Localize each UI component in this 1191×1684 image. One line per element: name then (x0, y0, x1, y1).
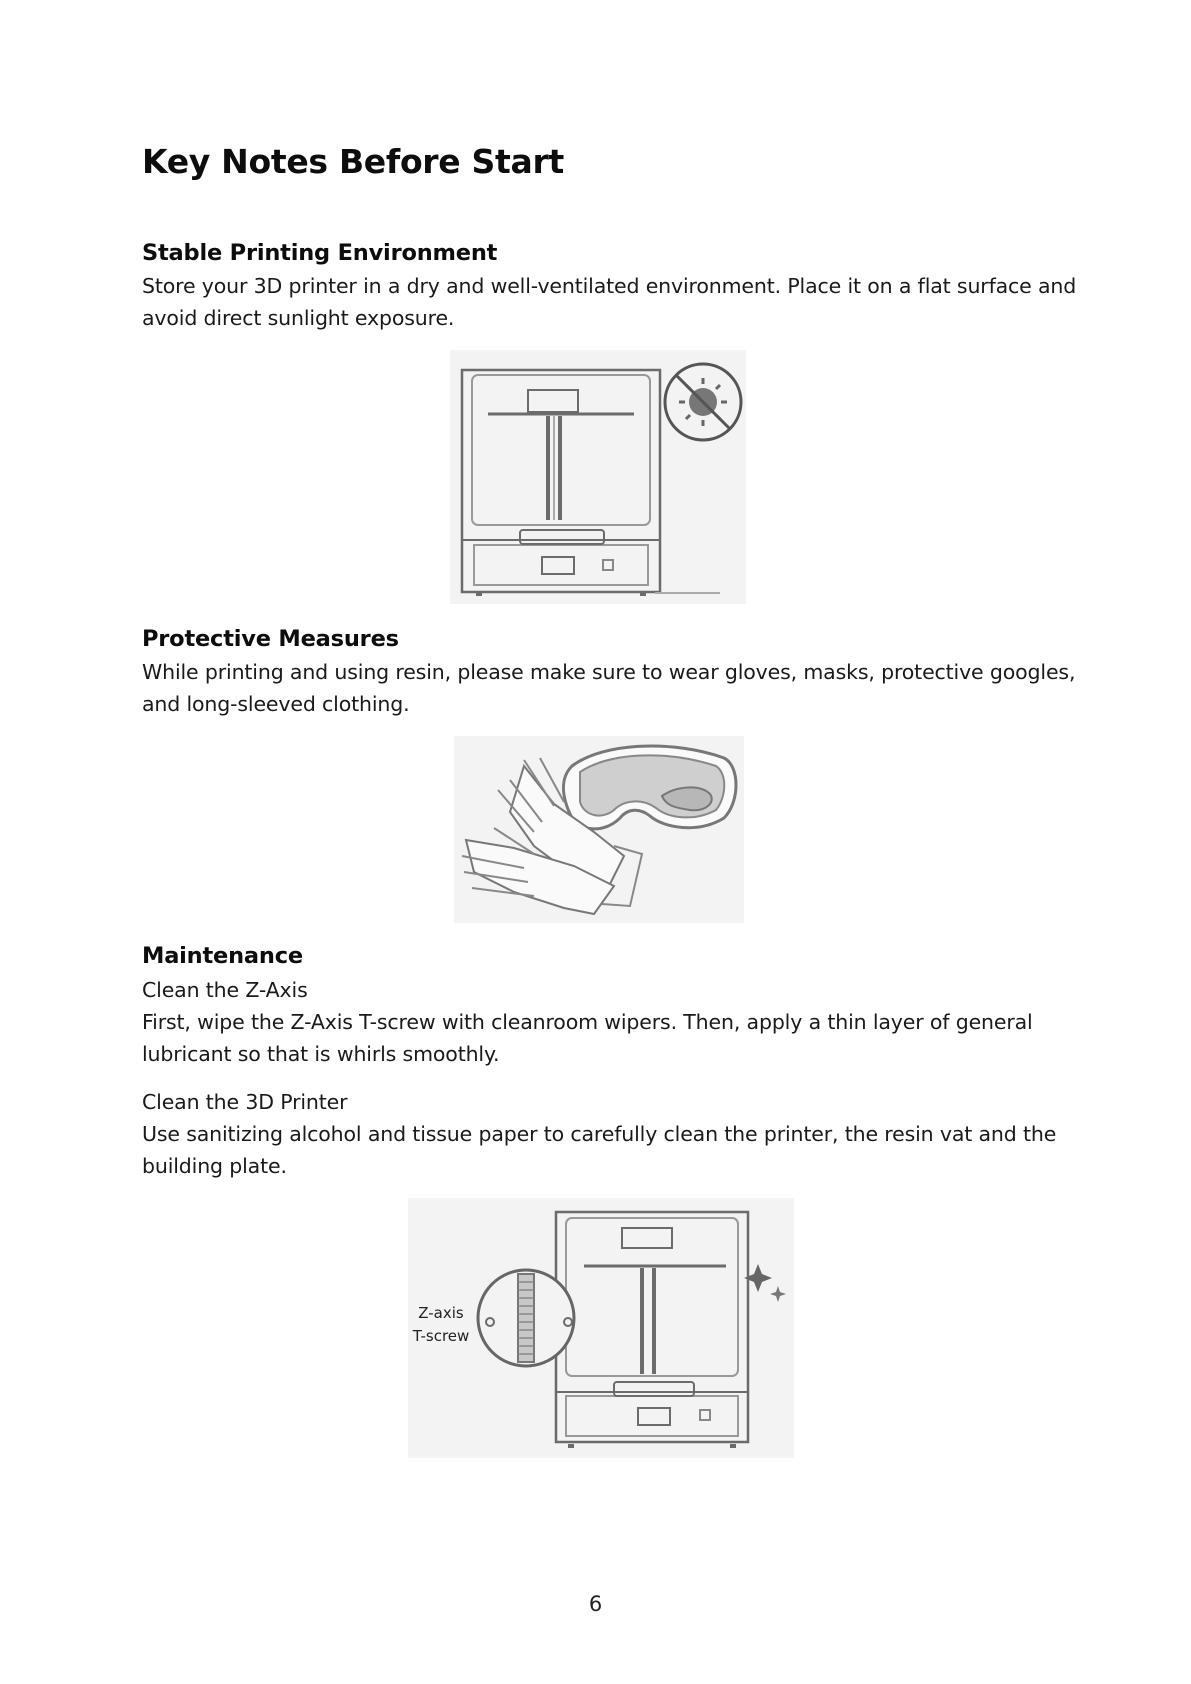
zaxis-callout-label-line-1: Z-axis (418, 1304, 464, 1322)
printer-zaxis-cleaning-illustration (408, 1198, 794, 1458)
printer-no-sunlight-illustration (450, 350, 746, 604)
zaxis-subtitle: Clean the Z-Axis (142, 978, 308, 1002)
page-number: 6 (588, 1592, 603, 1616)
protective-text-line-2: and long-sleeved clothing. (142, 692, 410, 716)
printer-clean-text-line-1: Use sanitizing alcohol and tissue paper to carefully clean the printer, the resin vat and the (142, 1122, 1057, 1146)
page-title: Key Notes Before Start (142, 142, 564, 181)
section-heading-environment: Stable Printing Environment (142, 240, 498, 266)
zaxis-callout-label (410, 1302, 472, 1348)
gloves-goggles-illustration (454, 736, 744, 923)
section-heading-protective: Protective Measures (142, 626, 399, 652)
section-heading-maintenance: Maintenance (142, 943, 303, 969)
zaxis-text-line-2: lubricant so that is whirls smoothly. (142, 1042, 500, 1066)
protective-text-line-1: While printing and using resin, please make sure to wear gloves, masks, protective googles, (142, 660, 1076, 684)
environment-text-line-1: Store your 3D printer in a dry and well-ventilated environment. Place it on a flat surface and (142, 274, 1077, 298)
zaxis-text-line-1: First, wipe the Z-Axis T-screw with cleanroom wipers. Then, apply a thin layer of general (142, 1010, 1033, 1034)
printer-clean-text-line-2: building plate. (142, 1154, 287, 1178)
printer-clean-subtitle: Clean the 3D Printer (142, 1090, 348, 1114)
zaxis-callout-label-line-2: T-screw (412, 1327, 470, 1345)
environment-text-line-2: avoid direct sunlight exposure. (142, 306, 455, 330)
